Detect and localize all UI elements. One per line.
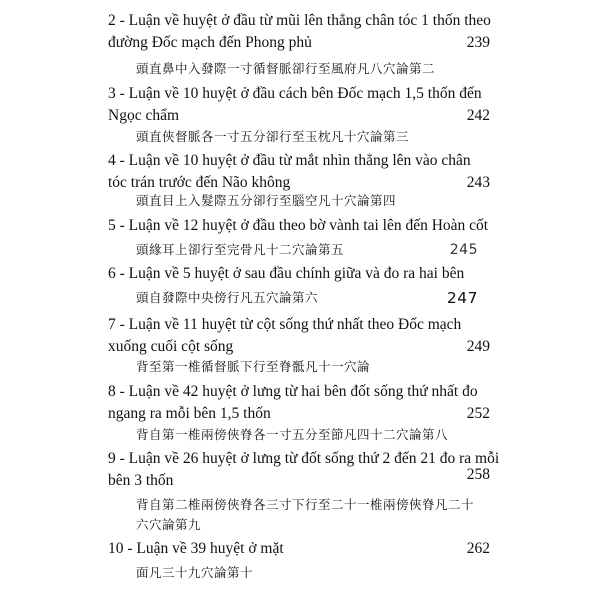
toc-entry [108,83,498,127]
chinese-title: 頭直俠督脈各一寸五分卻行至玉枕凡十穴論第三 [136,129,410,144]
entry-line: 5 - Luận về 12 huyệt ở đầu theo bờ vành tai lên đến Hoàn cốt [108,217,489,234]
entry-line: 9 - Luận về 26 huyệt ở lưng từ đốt sống thứ 2 đến 21 đo ra mỗi [108,450,500,467]
toc-entry [108,538,498,560]
page-number: 262 [466,540,490,557]
entry-line: tóc trán trước đến Não không [108,174,291,191]
page-number: 252 [466,405,490,422]
entry-line: bên 3 thốn [108,472,174,489]
toc-entry [108,381,498,425]
page-number: 242 [466,107,490,124]
toc-entry [108,448,498,492]
chinese-title: 背自第二椎兩傍俠脊各三寸下行至二十一椎兩傍俠脊凡二十六穴論第九 [136,497,475,532]
toc-entry [108,150,498,194]
page-number: 245 [449,242,478,258]
chinese-title-row [136,288,486,308]
chinese-title: 背自第一椎兩傍俠脊各一寸五分至節凡四十二穴論第八 [136,427,449,442]
chinese-title: 面凡三十九穴論第十 [136,565,254,580]
entry-line: 6 - Luận về 5 huyệt ở sau đầu chính giữa và đo ra hai bên [108,265,465,282]
chinese-title-row [136,240,486,260]
entry-line: xuống cuối cột sống [108,338,234,355]
entry-line: đường Đốc mạch đến Phong phủ [108,34,312,51]
chinese-title: 頭緣耳上卻行至完骨凡十二穴論第五 [136,242,345,257]
page-number: 249 [466,338,490,355]
toc-entry [108,10,498,54]
entry-line: 3 - Luận về 10 huyệt ở đầu cách bên Đốc mạch 1,5 thốn đến [108,85,482,102]
page-number: 258 [466,466,490,483]
entry-line: 2 - Luận về huyệt ở đầu từ mũi lên thẳng chân tóc 1 thốn theo [108,12,491,29]
chinese-title: 背至第一椎循督脈下行至脊骶凡十一穴論 [136,359,371,374]
entry-line: 8 - Luận về 42 huyệt ở lưng từ hai bên đốt sống thứ nhất đo [108,383,478,400]
entry-line: Ngọc chẩm [108,107,180,124]
entry-line: 7 - Luận về 11 huyệt từ cột sống thứ nhất theo Đốc mạch [108,316,462,333]
toc-entry [108,263,498,285]
entry-line: 4 - Luận về 10 huyệt ở đầu từ mắt nhìn thẳng lên vào chân [108,152,471,169]
chinese-title: 頭直鼻中入發際一寸循督脈卻行至風府凡八穴論第二 [136,61,436,76]
entry-line: ngang ra mỗi bên 1,5 thốn [108,405,271,422]
chinese-title: 頭直目上入髮際五分卻行至腦空凡十穴論第四 [136,193,397,208]
entry-line: 10 - Luận về 39 huyệt ở mặt [108,540,284,557]
page-number: 243 [466,174,490,191]
page-number: 239 [466,34,490,51]
toc-entry [108,215,498,237]
chinese-title: 頭自發際中央傍行凡五穴論第六 [136,290,319,305]
page-number: 247 [446,289,478,307]
toc-entry [108,314,498,358]
